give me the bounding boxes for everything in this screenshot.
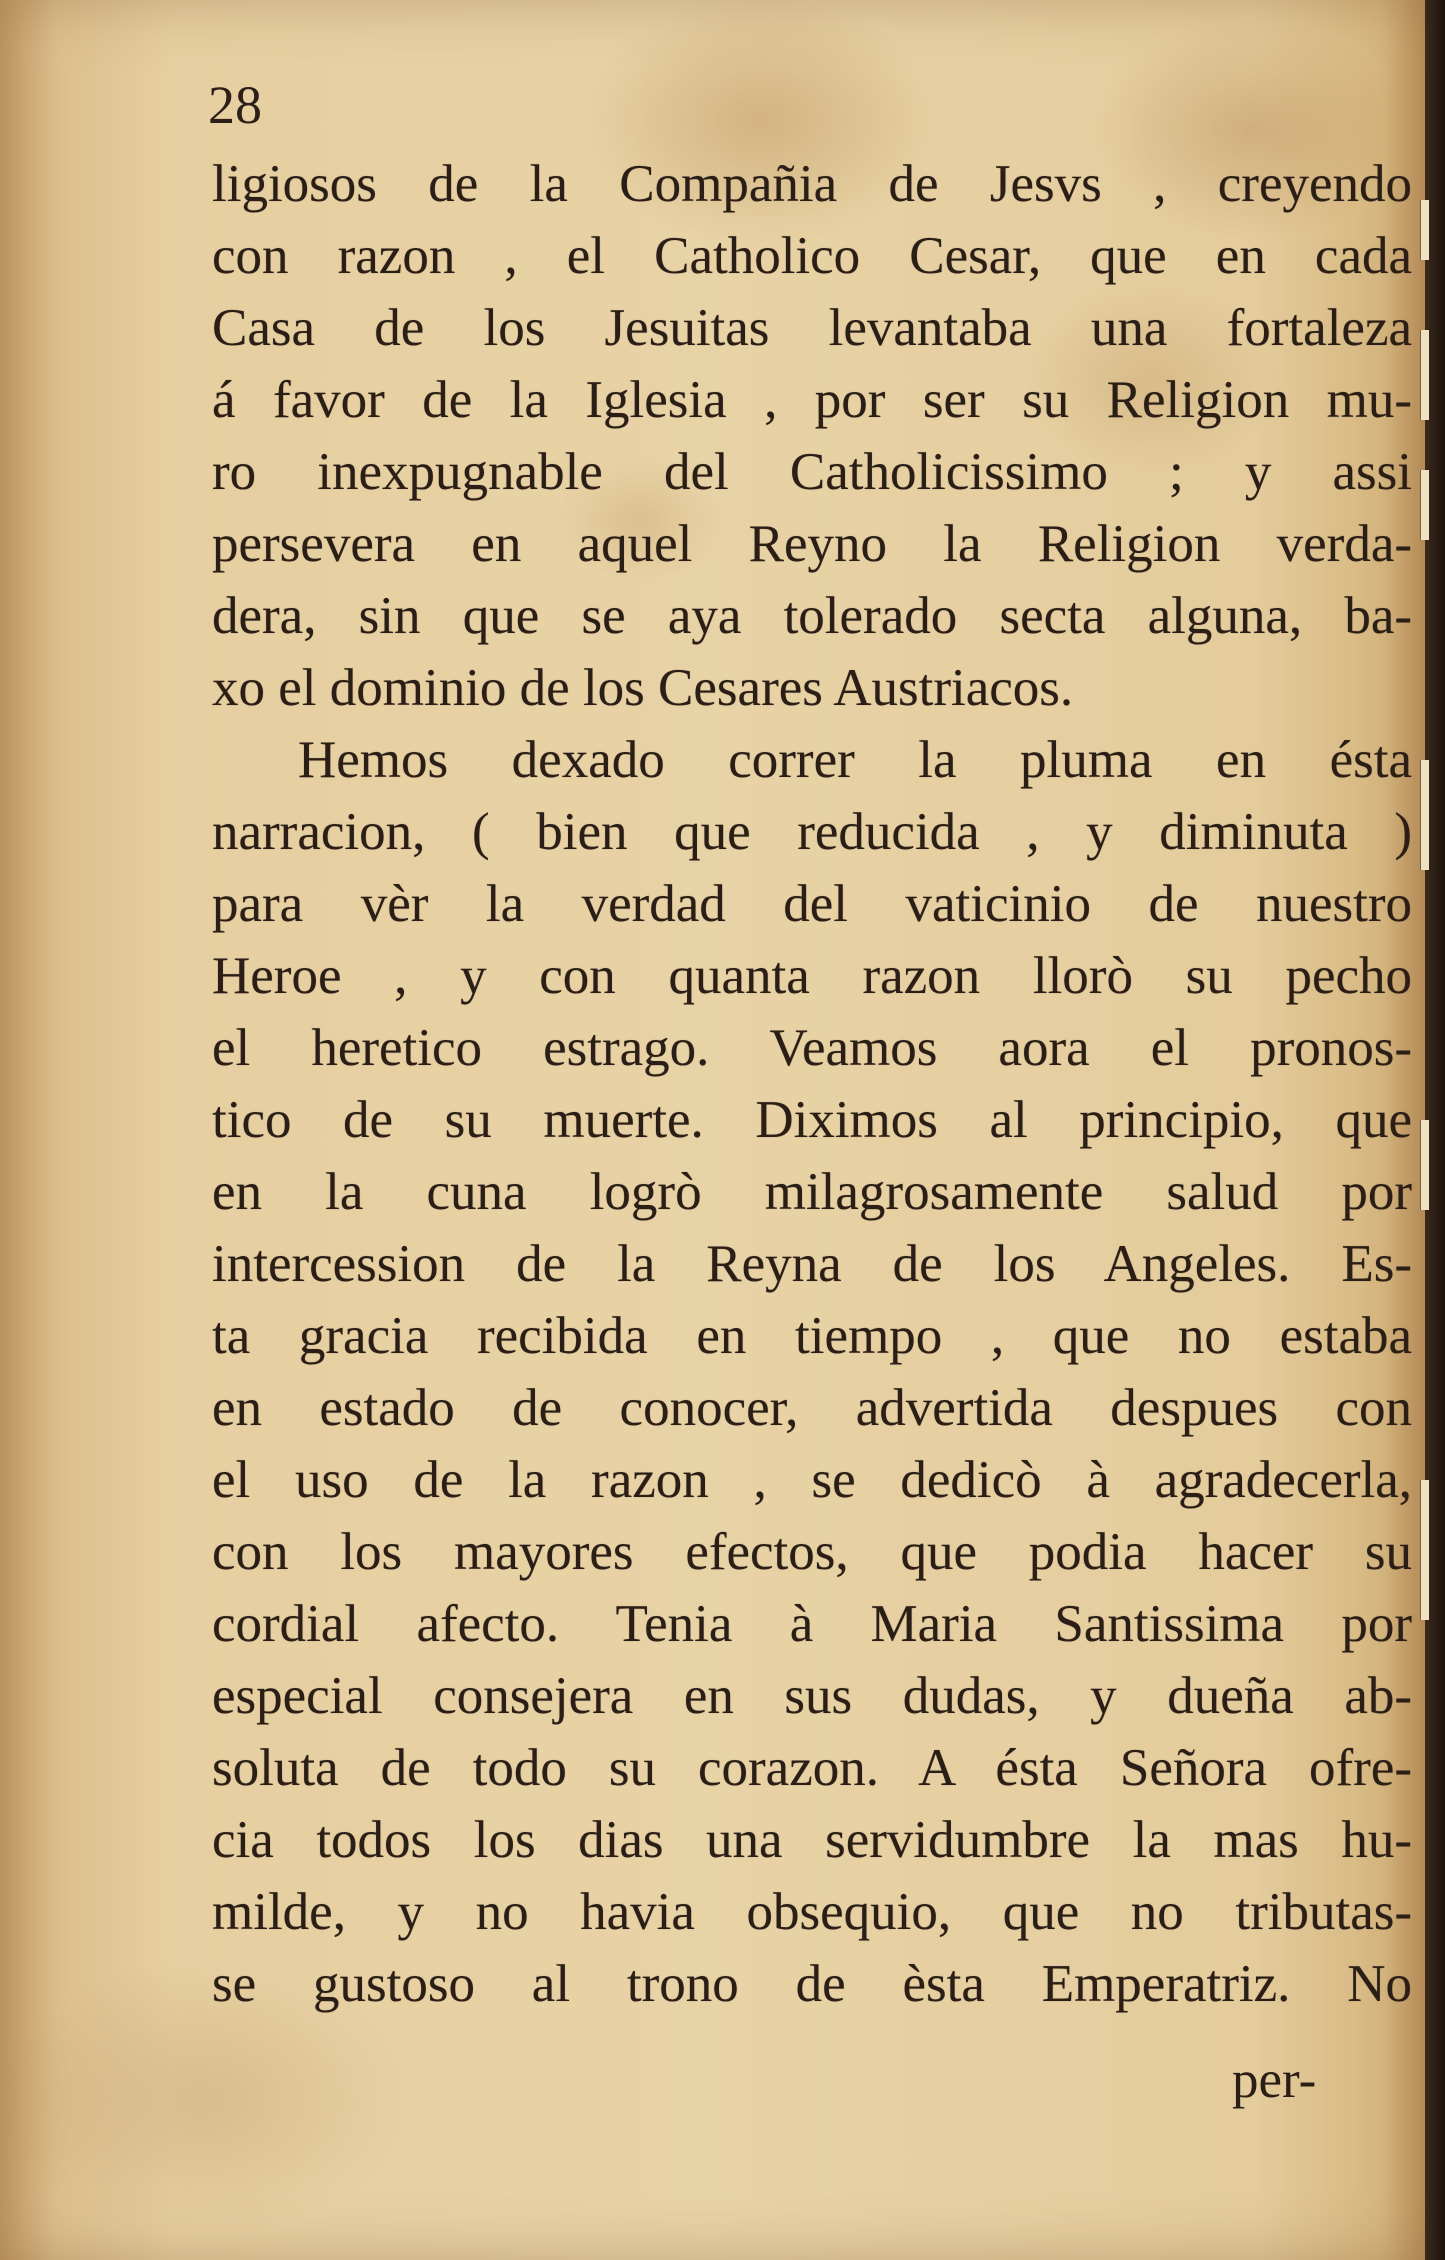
text-line: xo el dominio de los Cesares Austriacos.: [212, 659, 1074, 717]
text-line: el heretico estrago. Veamos aora el pronos-: [212, 1019, 1412, 1077]
text-line: con los mayores efectos, que podia hacer su: [212, 1523, 1412, 1581]
page-edge-strip: [1420, 1120, 1429, 1210]
text-line: Casa de los Jesuitas levantaba una fortaleza: [212, 299, 1412, 357]
paragraph-start-line: Hemos dexado correr la pluma en ésta: [298, 731, 1412, 789]
text-line: ro inexpugnable del Catholicissimo ; y assi: [212, 443, 1412, 501]
text-line: especial consejera en sus dudas, y dueña ab-: [212, 1667, 1412, 1725]
text-line: en estado de conocer, advertida despues con: [212, 1379, 1412, 1437]
page-edge-strip: [1420, 200, 1429, 260]
text-line: á favor de la Iglesia , por ser su Religion mu-: [212, 371, 1412, 429]
text-line: narracion, ( bien que reducida , y diminuta ): [212, 803, 1412, 861]
text-line: con razon , el Catholico Cesar, que en cada: [212, 227, 1412, 285]
catchword: per-: [1232, 2051, 1317, 2109]
text-block: [212, 148, 1412, 2020]
text-line: tico de su muerte. Diximos al principio, que: [212, 1091, 1412, 1149]
text-line: cordial afecto. Tenia à Maria Santissima por: [212, 1595, 1412, 1653]
text-line: intercession de la Reyna de los Angeles. Es-: [212, 1235, 1412, 1293]
text-line: se gustoso al trono de èsta Emperatriz. No: [212, 1955, 1412, 2013]
page-edge-strip: [1420, 1480, 1429, 1620]
text-line: persevera en aquel Reyno la Religion verda-: [212, 515, 1412, 573]
text-line: milde, y no havia obsequio, que no tributas-: [212, 1883, 1412, 1941]
text-line: ta gracia recibida en tiempo , que no estaba: [212, 1307, 1412, 1365]
text-line: para vèr la verdad del vaticinio de nuestro: [212, 875, 1412, 933]
text-line: soluta de todo su corazon. A ésta Señora ofre-: [212, 1739, 1412, 1797]
page-edge-strip: [1420, 760, 1429, 870]
text-line: el uso de la razon , se dedicò à agradecerla,: [212, 1451, 1412, 1509]
text-line: en la cuna logrò milagrosamente salud por: [212, 1163, 1412, 1221]
page-number: 28: [208, 75, 262, 135]
text-line: cia todos los dias una servidumbre la mas hu-: [212, 1811, 1412, 1869]
page-edge-strip: [1420, 470, 1429, 540]
page-edge-strip: [1420, 330, 1429, 420]
text-line: ligiosos de la Compañia de Jesvs , creyendo: [212, 155, 1412, 213]
text-line: Heroe , y con quanta razon llorò su pecho: [212, 947, 1412, 1005]
text-line: dera, sin que se aya tolerado secta alguna, ba-: [212, 587, 1412, 645]
